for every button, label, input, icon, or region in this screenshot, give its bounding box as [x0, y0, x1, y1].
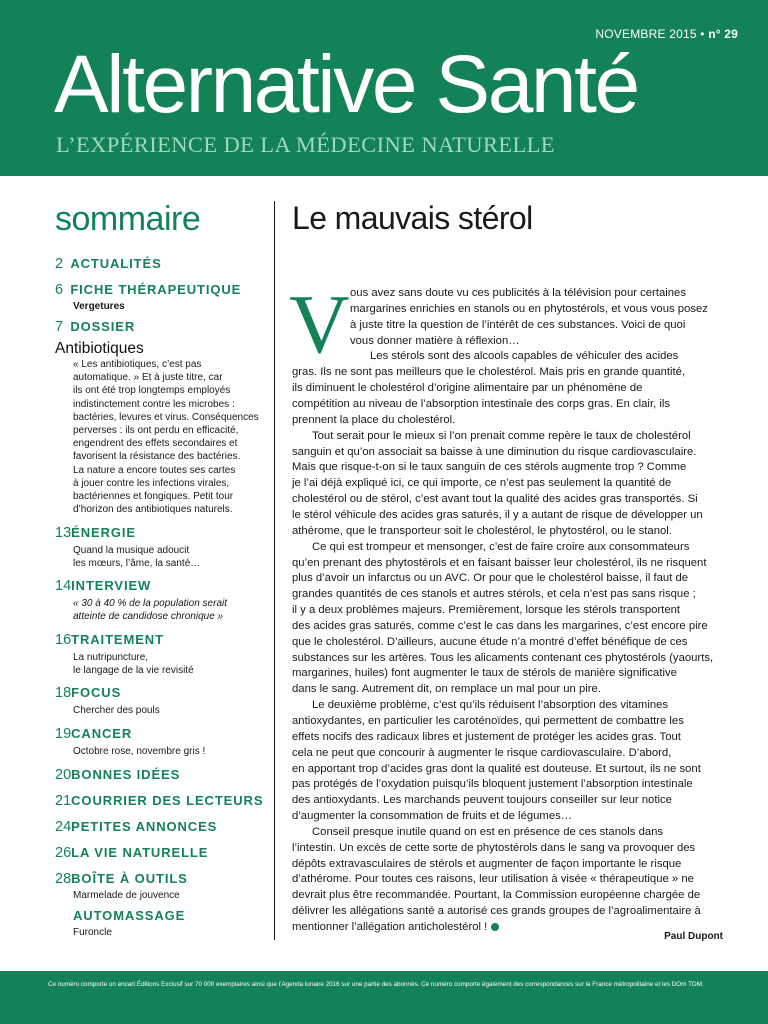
- toc-section-label: INTERVIEW: [71, 578, 152, 593]
- dossier-line: La nature a encore toutes ses cartes: [73, 464, 236, 476]
- toc-section-label: DOSSIER: [70, 319, 136, 334]
- article-line: grandes quantités de ces stanols et autres stérols, et cela n’est pas sans risque ;: [292, 588, 696, 601]
- toc-subtitle: Marmelade de jouvence: [73, 890, 180, 901]
- toc-subtitle: Vergetures: [73, 301, 125, 312]
- masthead-banner: [0, 0, 768, 176]
- toc-page-number: 6: [55, 282, 64, 298]
- article-line: le stérol véhicule des acides gras saturés, il y a autant de risque de développer un: [292, 508, 703, 521]
- issue-date: NOVEMBRE 2015 •: [595, 27, 705, 41]
- toc-item-bonnes-idees[interactable]: [55, 767, 270, 783]
- toc-item-petites-annonces[interactable]: [55, 819, 270, 835]
- article-line: des antioxydants. Les marchands peuvent toujours conseiller sur leur notice: [292, 794, 672, 807]
- article-line: plus d’avoir un infarctus ou un AVC. Or pour que le cholestérol baisse, il faut de: [292, 572, 689, 585]
- toc-page-number: 21: [55, 793, 72, 809]
- toc-item-interview[interactable]: [55, 578, 270, 623]
- toc-page-number: 18: [55, 685, 72, 701]
- article-line: il y a deux problèmes majeurs. Premièrement, lorsque les stérols transportent: [292, 604, 681, 616]
- article-line: cela ne peut que concourir à augmenter le risque cardiovasculaire. D’abord,: [292, 746, 672, 759]
- toc-subtitle-line: La nutripuncture,: [73, 652, 149, 663]
- article-line: Conseil presque inutile quand on est en présence de ces stanols dans: [312, 825, 664, 838]
- dossier-line: perverses : ils ont perdu en efficacité,: [73, 425, 239, 437]
- toc-section-label: LA VIE NATURELLE: [71, 845, 209, 860]
- toc-page-number: 19: [55, 726, 72, 742]
- toc-subtitle: Furoncle: [73, 927, 112, 938]
- toc-section-label: FOCUS: [71, 685, 122, 700]
- toc-page-number: 14: [55, 578, 72, 594]
- toc-subtitle: [55, 544, 270, 570]
- toc-item-focus[interactable]: [55, 685, 270, 717]
- dossier-line: à jouer contre les infections virales,: [73, 477, 230, 489]
- toc-subtitle-line: le langage de la vie revisité: [73, 665, 194, 676]
- dossier-line: indistinctement contre les microbes :: [73, 398, 235, 410]
- toc-item-cancer[interactable]: [55, 726, 270, 758]
- footer-notice: Ce numéro comporte un encart Éditions Exclusif sur 70 000 exemplaires ainsi que l’Agenda lunaire 2016 sur une partie des abonnés. Ce numéro comporte également des correspondances sur la France métropolitaine et les DOm TOM.: [48, 981, 704, 988]
- toc-item-la-vie-naturelle[interactable]: [55, 845, 270, 861]
- dossier-line: d’horizon des antibiotiques naturels.: [73, 504, 233, 516]
- dossier-line: bactériennes et fongiques. Petit tour: [73, 491, 234, 503]
- dossier-line: favorisent la résistance des bactéries.: [73, 451, 241, 463]
- article-line: vous donner matière à réflexion…: [350, 334, 520, 347]
- toc-subtitle: [55, 597, 270, 623]
- article-line: gras. Ils ne sont pas meilleurs que le cholestérol. Mais pris en grande quantité,: [292, 366, 686, 379]
- dossier-description: [55, 358, 270, 516]
- footer-banner: [0, 971, 768, 1024]
- column-divider: [274, 201, 275, 940]
- article-line: à juste titre la question de l’intérêt de ces substances. Voici de quoi: [350, 318, 686, 331]
- article-line: qu’en prenant des phytostérols et en faisant baisser leur cholestérol, ils ne risquent: [292, 556, 707, 569]
- toc-item-courrier-des-lecteurs[interactable]: [55, 793, 270, 809]
- toc-item-boite-a-outils[interactable]: [55, 871, 270, 902]
- article-line: dans le sang. Autrement dit, on remplace un mal pour un pire.: [292, 683, 601, 696]
- end-of-article-icon: [491, 923, 499, 931]
- toc-section-label: ÉNERGIE: [71, 525, 136, 540]
- dossier-line: bactéries, levures et virus. Conséquences: [73, 411, 259, 423]
- toc-page-number: 26: [55, 845, 72, 861]
- toc-subtitle-line: Quand la musique adoucit: [73, 545, 190, 556]
- magazine-tagline: L’EXPÉRIENCE DE LA MÉDECINE NATURELLE: [56, 132, 555, 157]
- article-line: d’athérome. Pour toutes ces raisons, leur utilisation à visée « thérapeutique » ne: [292, 873, 694, 886]
- article-line: l’intestin. Un excès de cette sorte de phytostérols dans le sang va provoquer des: [292, 841, 696, 854]
- toc-subtitle: [55, 651, 270, 677]
- toc-section-label: PETITES ANNONCES: [71, 819, 218, 834]
- article-title: Le mauvais stérol: [292, 200, 533, 236]
- toc-item-energie[interactable]: [55, 525, 270, 570]
- dossier-line: engendrent des effets secondaires et: [73, 438, 238, 450]
- article-line: sanguin et qu’on associait sa baisse à une diminution du risque cardiovasculaire.: [292, 445, 697, 458]
- dossier-line: ils ont été trop longtemps employés: [73, 385, 231, 397]
- toc-page-number: 28: [55, 871, 72, 887]
- toc-subtitle: Chercher des pouls: [73, 705, 160, 716]
- article-line: margarines enrichies en stanols ou en phytostérols, et vous vous posez: [350, 302, 708, 315]
- toc-section-label: ACTUALITÉS: [70, 256, 162, 271]
- toc-subtitle-line: les mœurs, l’âme, la santé…: [73, 558, 201, 569]
- article-line: prennent la place du cholestérol.: [292, 413, 456, 426]
- article-line: ous avez sans doute vu ces publicités à la télévision pour certaines: [350, 287, 686, 299]
- article-line: Ce qui est trompeur et mensonger, c’est de faire croire aux consommateurs: [312, 540, 690, 553]
- toc-section-label: BOÎTE À OUTILS: [71, 871, 188, 886]
- toc-section-label: AUTOMASSAGE: [73, 908, 186, 923]
- article-line: effets nocifs des radicaux libres et justement de protéger les acides gras. Tout: [292, 730, 681, 743]
- article-line: des acides gras saturés, comme c’est le cas dans les margarines, c’est encore pire: [292, 619, 708, 632]
- toc-item-automassage[interactable]: [55, 908, 270, 939]
- toc-item-traitement[interactable]: [55, 632, 270, 677]
- article-line: Tout serait pour le mieux si l’on prenait comme repère le taux de cholestérol: [312, 429, 691, 442]
- article-line: d’augmenter la consommation de fruits et de légumes…: [292, 810, 573, 822]
- article-line: délivrer les allégations santé a autorisé ces grands groupes de l’agroalimentaire à: [292, 905, 701, 918]
- article-line: ils diminuent le cholestérol d’origine alimentaire par un phénomène de: [292, 382, 643, 395]
- article-dropcap: V: [289, 278, 350, 371]
- toc-page-number: 13: [55, 525, 72, 541]
- article-line: je l’ai déjà expliqué ici, ce qui importe, ce n’est pas seulement la quantité de: [292, 477, 672, 490]
- toc-section-label: BONNES IDÉES: [71, 767, 181, 782]
- article-line: devrait plus être recommandée. Pourtant, la Commission européenne chargée de: [292, 889, 701, 902]
- article-line: margarines, huiles) font augmenter le taux de stérols de manière significative: [292, 667, 677, 680]
- toc-page-number: 2: [55, 256, 64, 272]
- article-line: cholestérol ou de stérol, c’est avant tout la qualité des acides gras transportés. Si: [292, 493, 698, 505]
- dossier-title: Antibiotiques: [55, 340, 144, 357]
- article-line: Les stérols sont des alcools capables de véhiculer des acides: [370, 350, 679, 363]
- article-line: antioxydantes, en particulier les caroténoïdes, qui permettent de combattre les: [292, 715, 684, 727]
- issue-number: n° 29: [708, 27, 738, 41]
- toc-section-label: COURRIER DES LECTEURS: [71, 793, 264, 808]
- dossier-line: « Les antibiotiques, c’est pas: [73, 359, 202, 370]
- toc-page-number: 20: [55, 767, 72, 783]
- article-line: dépôts extravasculaires de stérols et augmenter de façon importante le risque: [292, 857, 682, 870]
- dossier-line: automatique. » Et à juste titre, car: [73, 372, 223, 384]
- article-line: athérome, que le transporteur soit le cholestérol, le phytostérol, ou le stanol.: [292, 524, 672, 537]
- toc-page-number: 7: [55, 319, 64, 335]
- article-line: en apportant trop d’acides gras dont la qualité est douteuse. Et surtout, ils ne sont: [292, 762, 701, 775]
- toc-item-dossier[interactable]: [55, 319, 270, 516]
- toc-subtitle: Octobre rose, novembre gris !: [73, 746, 206, 757]
- article-line: Mais que risque-t-on si le taux sanguin de ces stérols augmente trop ? Comme: [292, 461, 687, 474]
- toc-section-label: CANCER: [71, 726, 133, 741]
- article-line: substances sur les artères. Tous les alicaments contenant ces phytostérols (yaourts,: [292, 651, 714, 664]
- toc-subtitle-line: atteinte de candidose chronique »: [73, 611, 224, 622]
- toc-page-number: 16: [55, 632, 72, 648]
- toc-page-number: 24: [55, 819, 72, 835]
- article-line: pas protégés de l’oxydation puisqu’ils bloquent justement l’absorption intestinale: [292, 778, 693, 791]
- article-author: Paul Dupont: [664, 931, 723, 942]
- toc-section-label: TRAITEMENT: [71, 632, 164, 647]
- magazine-title: Alternative Santé: [54, 39, 638, 130]
- toc-item-actualites[interactable]: [55, 256, 270, 272]
- toc-section-label: FICHE THÉRAPEUTIQUE: [70, 282, 242, 297]
- article-line: mentionner l’allégation anticholestérol !: [292, 920, 499, 936]
- article-line: Le deuxième problème, c’est qu’ils réduisent l’absorption des vitamines: [312, 699, 669, 712]
- article-line: que le cholestérol. D’ailleurs, aucune étude n’a montré d’effet bénéfique de ces: [292, 635, 688, 648]
- toc-item-fiche-therapeutique[interactable]: [55, 282, 270, 313]
- sommaire-heading: sommaire: [55, 200, 201, 238]
- toc-subtitle-line: « 30 à 40 % de la population serait: [73, 598, 227, 609]
- article-line: compétition au niveau de l’absorption intestinale des corps gras. En clair, ils: [292, 397, 671, 410]
